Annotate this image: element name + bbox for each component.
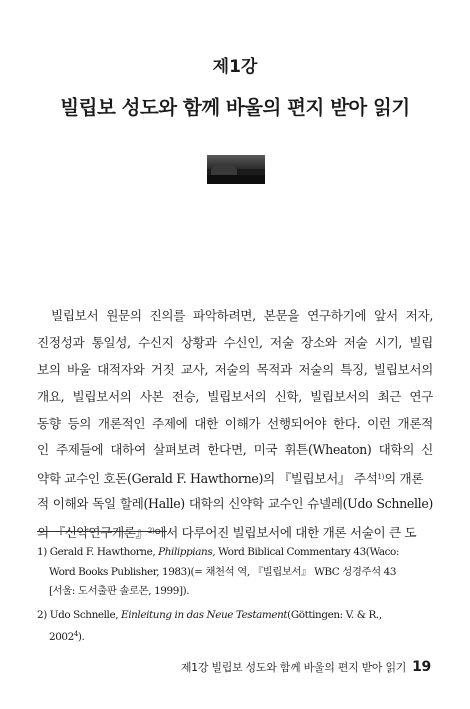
photo-ground bbox=[207, 175, 265, 184]
footnote-text: Udo Schnelle, bbox=[49, 608, 119, 621]
footnote-number: 2) bbox=[37, 608, 47, 621]
footnote-text: Gerald F. Hawthorne, bbox=[49, 546, 156, 558]
footnotes bbox=[37, 543, 437, 645]
footnote-text: ). bbox=[77, 631, 85, 643]
body-line: 개요, 빌립보서의 사본 전승, 빌립보서의 신학, 빌립보서의 최근 연구 bbox=[37, 388, 433, 404]
body-paragraph bbox=[37, 303, 433, 545]
footnote-2 bbox=[37, 606, 437, 626]
footnote-ref-1[interactable]: 1) bbox=[377, 473, 385, 482]
footnote-text: Word Biblical Commentary 43(Waco: bbox=[218, 546, 400, 558]
footnote-1-cont: [서울: 도서출판 솔로몬, 1999]). bbox=[49, 585, 190, 597]
chapter-number: 제1강 bbox=[212, 57, 258, 77]
footnote-1-cont: Word Books Publisher, 1983)(= 채천석 역, 『빌립보서』 WBC 성경주석 43 bbox=[49, 565, 397, 578]
body-line: 빌립보서 원문의 진의를 파악하려면, 본문을 연구하기에 앞서 저자, bbox=[51, 308, 433, 323]
running-title: 제1강 빌립보 성도와 함께 바울의 편지 받아 읽기 bbox=[180, 661, 407, 674]
page-footer bbox=[181, 659, 431, 675]
edition-superscript: 4 bbox=[73, 630, 78, 638]
footnote-2-cont bbox=[37, 625, 437, 645]
footnote-1 bbox=[37, 543, 437, 563]
footnote-text: (Göttingen: V. & R., bbox=[287, 608, 382, 621]
body-line-text: 의 개론 bbox=[384, 471, 424, 487]
body-line: 보의 바울 대적자와 거짓 교사, 저술의 목적과 저술의 특징, 빌립보서의 bbox=[37, 361, 433, 377]
body-line: 적 이해와 독일 할레(Halle) 대학의 신약학 교수인 슈넬레(Udo Schnelle) bbox=[37, 496, 433, 512]
page-number: 19 bbox=[412, 659, 431, 675]
body-line: 인 주제들에 대하여 살펴보려 한다면, 미국 휘튼(Wheaton) 대학의 신 bbox=[37, 442, 433, 458]
body-line bbox=[37, 464, 433, 491]
chapter-title: 빌립보 성도와 함께 바울의 편지 받아 읽기 bbox=[60, 96, 410, 119]
footnote-book-title: Einleitung in das Neue Testament bbox=[121, 608, 288, 621]
body-line: 진정성과 통일성, 수신지 상황과 수신인, 저술 장소와 저술 시기, 빌립 bbox=[37, 334, 433, 350]
body-line-text: 약학 교수인 호돈(Gerald F. Hawthorne)의 『빌립보서』 주석 bbox=[37, 471, 378, 487]
body-line: 동향 등의 개론적인 주제에 대한 이해가 선행되어야 한다. 이런 개론적 bbox=[37, 415, 433, 431]
footnote-ref-2[interactable]: 2) bbox=[147, 527, 155, 536]
footnote-text: 2002 bbox=[49, 631, 74, 643]
footnote-divider bbox=[37, 531, 167, 532]
photo-hill bbox=[211, 165, 237, 175]
body-line-text: 의 『신약연구개론』 bbox=[37, 525, 148, 541]
decorative-photo bbox=[207, 155, 265, 184]
footnote-book-title: Philippians, bbox=[158, 546, 216, 558]
footnote-number: 1) bbox=[37, 546, 47, 558]
body-line-text: 에서 다루어진 빌립보서에 대한 개론 서술이 큰 도 bbox=[154, 525, 417, 541]
